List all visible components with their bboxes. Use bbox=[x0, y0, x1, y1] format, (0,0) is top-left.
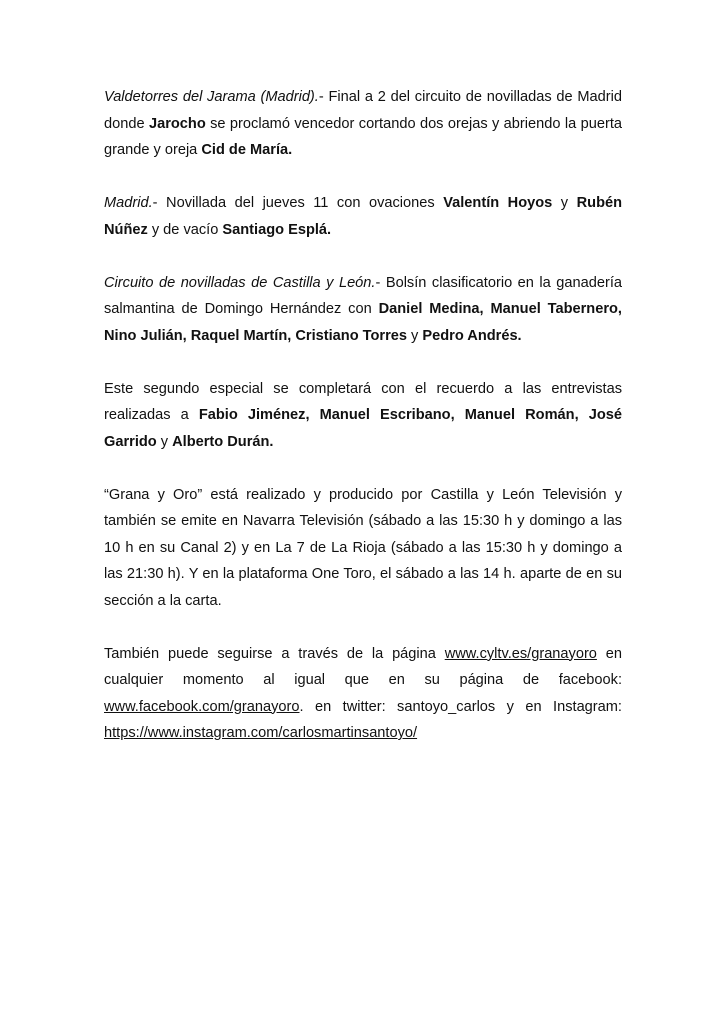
paragraph-valdetorres: Valdetorres del Jarama (Madrid).- Final a 2 del circuito de novilladas de Madrid donde Jarocho se proclamó vencedor cortando dos orejas y abriendo la puerta grande y oreja Cid de María. bbox=[104, 89, 622, 158]
place-castilla-leon: Circuito de novilladas de Castilla y León. bbox=[104, 274, 376, 291]
name-valentin-hoyos: Valentín Hoyos bbox=[443, 195, 553, 211]
place-valdetorres: Valdetorres del Jarama (Madrid). bbox=[104, 89, 319, 105]
paragraph-links: También puede seguirse a través de la página www.cyltv.es/granayoro en cualquier momento al igual que en su página de facebook: www.facebook.com/granayoro. en twitter: santoyo_carlos y en Instagram: https://www.instagram.com/carlosmartinsantoyo/ bbox=[104, 645, 622, 741]
link-cyltv[interactable]: www.cyltv.es/granayoro bbox=[444, 645, 597, 662]
link-facebook[interactable]: www.facebook.com/granayoro bbox=[104, 698, 300, 715]
paragraph-castilla-leon: Circuito de novilladas de Castilla y León.- Bolsín clasificatorio en la ganadería salmantina de Domingo Hernández con Daniel Medina, Manuel Tabernero, Nino Julián, Raquel Martín, Cristiano Torres y Pedro Andrés. bbox=[104, 274, 622, 344]
name-alberto-duran: Alberto Durán. bbox=[172, 433, 274, 450]
name-pedro-andres: Pedro Andrés. bbox=[422, 327, 522, 344]
paragraph-madrid: Madrid.- Novillada del jueves 11 con ovaciones Valentín Hoyos y Rubén Núñez y de vacío Santiago Esplá. bbox=[104, 195, 623, 238]
name-ruben-nunez: Rubén Núñez bbox=[104, 195, 623, 238]
document-body bbox=[104, 84, 622, 747]
place-madrid: Madrid. bbox=[104, 195, 153, 211]
link-instagram[interactable]: https://www.instagram.com/carlosmartinsantoyo/ bbox=[104, 725, 418, 741]
paragraph-especial: Este segundo especial se completará con el recuerdo a las entrevistas realizadas a Fabio Jiménez, Manuel Escribano, Manuel Román, José Garrido y Alberto Durán. bbox=[104, 380, 623, 450]
names-entrevistas: Fabio Jiménez, Manuel Escribano, Manuel Román, José Garrido bbox=[104, 407, 623, 450]
name-jarocho: Jarocho bbox=[148, 115, 206, 132]
name-santiago-espla: Santiago Esplá. bbox=[222, 221, 332, 238]
paragraph-grana-y-oro: “Grana y Oro” está realizado y producido por Castilla y León Televisión y también se emite en Navarra Televisión (sábado a las 15:30 h y domingo a las 10 h en su Canal 2) y en La 7 de La Rioja (sábado a las 15:30 h y domingo a las 21:30 h). Y en la plataforma One Toro, el sábado a las 14 h. aparte de en su sección a la carta. bbox=[104, 486, 622, 609]
name-cid-de-maria: Cid de María. bbox=[201, 142, 293, 158]
names-bolsin: Daniel Medina, Manuel Tabernero, Nino Julián, Raquel Martín, Cristiano Torres bbox=[104, 301, 622, 344]
